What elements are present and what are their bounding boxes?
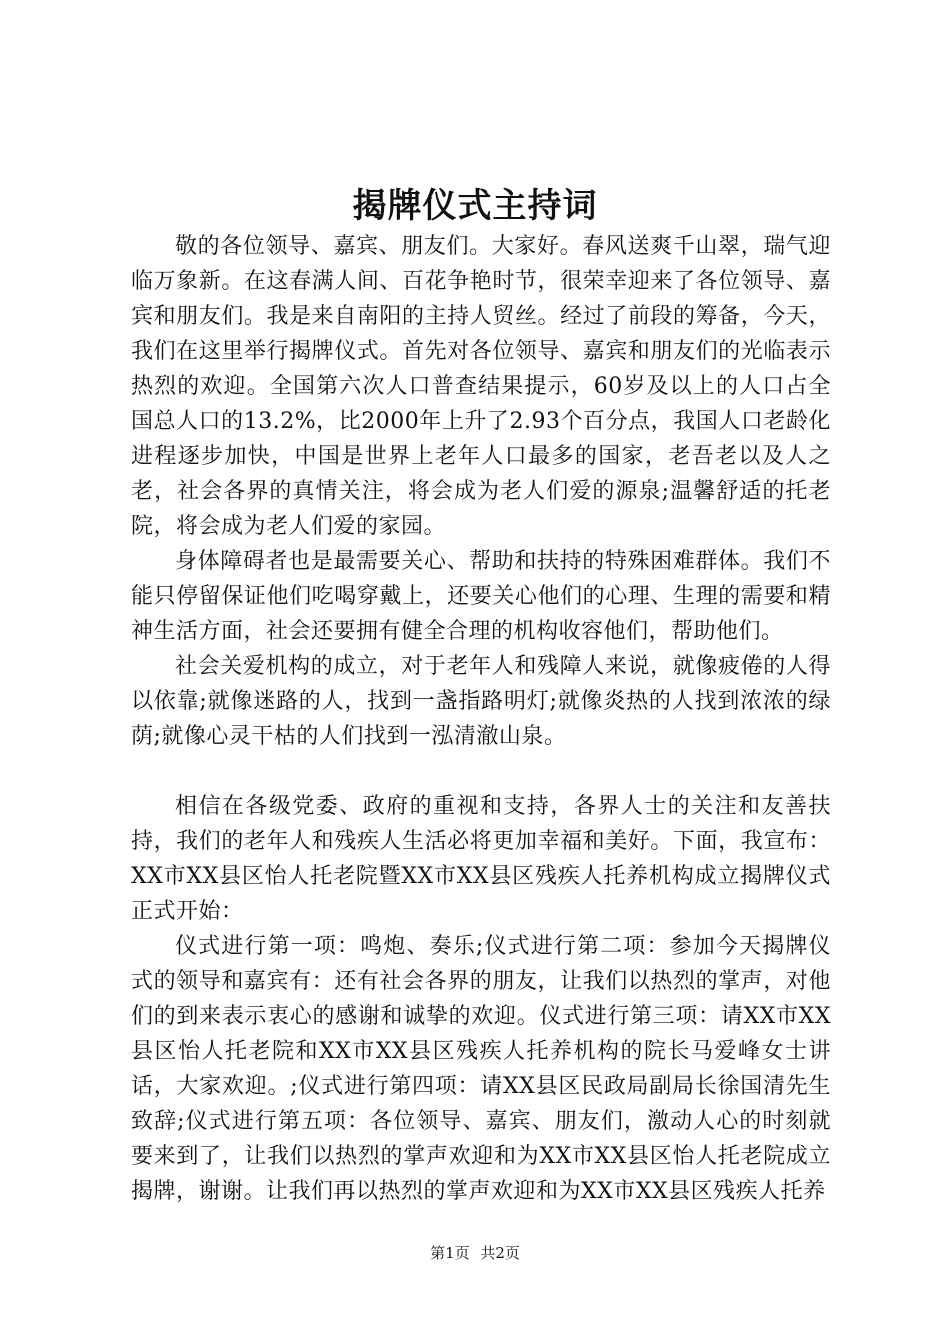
document-body bbox=[131, 229, 831, 1209]
paragraph-ceremony-steps: 仪式进行第一项：鸣炮、奏乐;仪式进行第二项：参加今天揭牌仪式的领导和嘉宾有：还有社会各界的朋友，让我们以热烈的掌声，对他们的到来表示衷心的感谢和诚挚的欢迎。仪式进行第三项：请XX市XX县区怡人托老院和XX市XX县区残疾人托养机构的院长马爱峰女士讲话，大家欢迎。;仪式进行第四项：请XX县区民政局副局长徐国清先生致辞;仪式进行第五项：各位领导、嘉宾、朋友们，激动人心的时刻就要来到了，让我们以热烈的掌声欢迎和为XX市XX县区怡人托老院成立揭牌，谢谢。让我们再以热烈的掌声欢迎和为XX市XX县区残疾人托养 bbox=[131, 934, 831, 1204]
paragraph-announcement: 相信在各级党委、政府的重视和支持，各界人士的关注和友善扶持，我们的老年人和残疾人生活必将更加幸福和美好。下面，我宣布：XX市XX县区怡人托老院暨XX市XX县区残疾人托养机构成立揭牌仪式正式开始： bbox=[131, 794, 831, 924]
paragraph-institution: 社会关爱机构的成立，对于老年人和残障人来说，就像疲倦的人得以依靠;就像迷路的人，找到一盏指路明灯;就像炎热的人找到浓浓的绿荫;就像心灵干枯的人们找到一泓清澈山泉。 bbox=[131, 654, 831, 749]
page-total: 共2页 bbox=[480, 1244, 520, 1262]
page-number: 第1页 bbox=[430, 1244, 470, 1262]
page-footer bbox=[0, 1243, 950, 1263]
page-title: 揭牌仪式主持词 bbox=[352, 186, 598, 226]
paragraph-spacer bbox=[131, 754, 831, 789]
paragraph-welcome: 敬的各位领导、嘉宾、朋友们。大家好。春风送爽千山翠，瑞气迎临万象新。在这春满人间、百花争艳时节，很荣幸迎来了各位领导、嘉宾和朋友们。我是来自南阳的主持人贸丝。经过了前段的筹备，今天，我们在这里举行揭牌仪式。首先对各位领导、嘉宾和朋友们的光临表示热烈的欢迎。全国第六次人口普查结果提示，60岁及以上的人口占全国总人口的13.2%，比2000年上升了2.93个百分点，我国人口老龄化进程逐步加快，中国是世界上老年人口最多的国家，老吾老以及人之老，社会各界的真情关注，将会成为老人们爱的源泉;温馨舒适的托老院，将会成为老人们爱的家园。 bbox=[131, 234, 831, 539]
paragraph-disabled-care: 身体障碍者也是最需要关心、帮助和扶持的特殊困难群体。我们不能只停留保证他们吃喝穿戴上，还要关心他们的心理、生理的需要和精神生活方面，社会还要拥有健全合理的机构收容他们，帮助他们。 bbox=[131, 549, 831, 644]
